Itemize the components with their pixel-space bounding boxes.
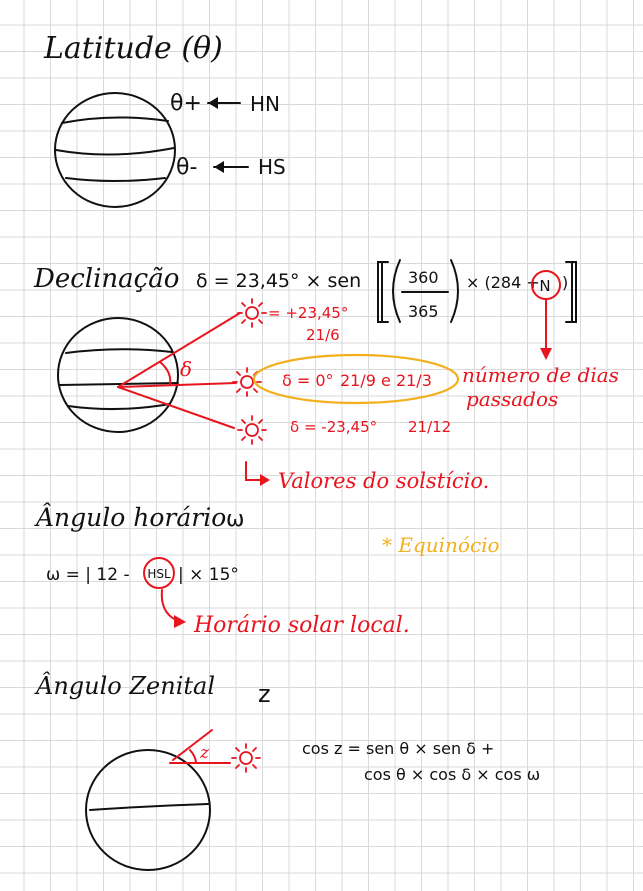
declination-n: N	[539, 277, 551, 295]
fraction-numerator: 360	[408, 268, 439, 287]
zenith-angle-label: z	[200, 743, 209, 763]
formula-bracket-left-icon	[378, 262, 388, 322]
zenith-title: Ângulo Zenital	[36, 672, 216, 700]
solstice-note: Valores do solstício.	[278, 469, 490, 493]
n-down-arrow-icon	[540, 300, 552, 360]
zenith-globe	[86, 750, 210, 870]
declination-globe	[58, 318, 178, 432]
solstice-note-arrow-icon	[246, 462, 270, 486]
latitude-globe	[55, 93, 175, 207]
south-arrow-icon	[214, 161, 248, 173]
sun-icon	[232, 744, 260, 772]
equinox-value: δ = 0°	[282, 371, 334, 390]
fraction-denominator: 365	[408, 302, 439, 321]
paren-left-icon	[393, 260, 400, 322]
hour-angle-note: Horário solar local.	[194, 613, 410, 638]
solstice-winter-date: 21/12	[408, 418, 452, 436]
hour-angle-formula-tail: | × 15°	[178, 565, 239, 585]
hour-angle-symbol: ω	[226, 507, 245, 532]
declination-formula-lhs: δ = 23,45° × sen	[196, 270, 362, 292]
zenith-formula-line1: cos z = sen θ × sen δ +	[302, 739, 495, 758]
declination-delta-label: δ	[180, 357, 193, 381]
latitude-north-label: θ+	[170, 91, 202, 116]
declination-title: Declinação	[34, 264, 180, 294]
hour-angle-hsl: HSL	[147, 567, 171, 581]
hour-angle-formula-lhs: ω = | 12 -	[46, 565, 130, 585]
solstice-summer-date: 21/6	[306, 326, 340, 344]
days-note-line1: número de dias	[462, 363, 619, 387]
svg-text:): )	[562, 273, 569, 292]
paren-right-icon	[451, 260, 458, 322]
latitude-south-hemisphere: HS	[258, 155, 286, 179]
zenith-formula-line2: cos θ × cos δ × cos ω	[364, 765, 541, 784]
declination-rays	[118, 313, 240, 428]
formula-bracket-right-icon	[566, 262, 576, 322]
latitude-north-hemisphere: HN	[250, 92, 280, 116]
equinox-dates: 21/9 e 21/3	[340, 371, 432, 390]
hour-angle-title: Ângulo horário	[36, 503, 227, 532]
zenith-angle-arc	[190, 750, 196, 763]
solstice-winter-value: δ = -23,45°	[290, 418, 378, 436]
days-note-line2: passados	[466, 387, 559, 411]
solstice-summer-value: = +23,45°	[268, 304, 349, 322]
declination-angle-arc	[160, 362, 170, 385]
hsl-note-arrow-icon	[162, 590, 186, 628]
declination-formula-tail: × (284 +	[466, 273, 540, 292]
zenith-symbol: z	[258, 680, 271, 708]
equinox-note: * Equinócio	[382, 533, 500, 557]
sun-icon	[238, 416, 266, 444]
sun-icon	[238, 299, 266, 327]
latitude-title: Latitude (θ)	[44, 31, 223, 66]
north-arrow-icon	[208, 97, 240, 109]
latitude-south-label: θ-	[176, 155, 198, 180]
